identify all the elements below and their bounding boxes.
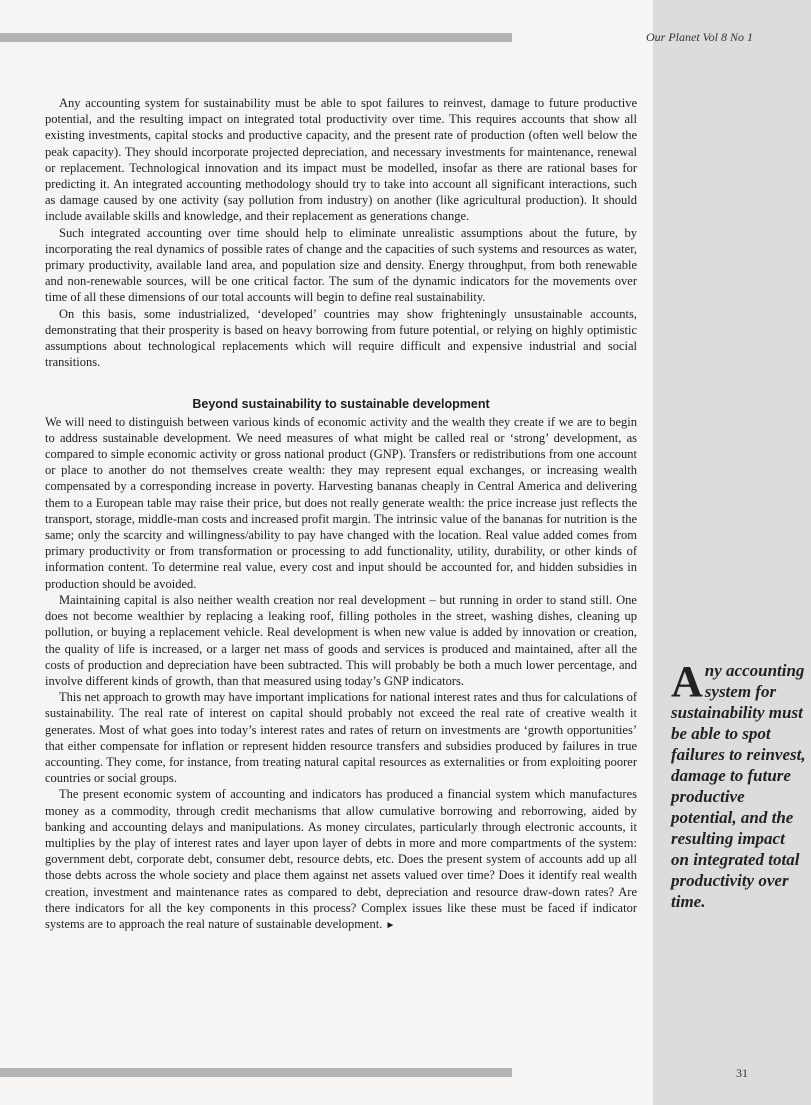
paragraph: This net approach to growth may have important implications for national interest rates and thus for calculations of sustainability. The real rate of interest on capital should probably not exceed the real rate of creative wealth it generates. Most of what goes into today’s interest rates and rates of return on investments are ‘growth opportunities’ that either compensate for inflation or represent hidden resource transfers and subsidies produced by failures in true accounting. They come, for instance, from treating natural capital resources as externalities or from exploiting poorer countries or social groups. bbox=[45, 690, 637, 786]
paragraph: Maintaining capital is also neither wealth creation nor real development – but running in order to stand still. One does not become wealthier by replacing a leaking roof, filling potholes in the street, washing dishes, cleaning up pollution, or buying a replacement vehicle. Real development is when new value is added by innovation or creation, the quality of life is increased, or a larger net mass of goods and services is produced and maintained, after all the costs of production and depreciation have been subtracted. This will probably be both a much lower percentage, and involve different kinds of growth, than that measured using today’s GNP indicators. bbox=[45, 592, 637, 688]
page-number: 31 bbox=[736, 1066, 748, 1080]
article-body bbox=[45, 95, 637, 934]
section-heading: Beyond sustainability to sustainable development bbox=[192, 397, 490, 412]
top-rule bbox=[0, 33, 512, 42]
bottom-rule bbox=[0, 1068, 512, 1077]
section-gap bbox=[45, 370, 637, 396]
paragraph-text: The present economic system of accounting and indicators has produced a financial system which manufactures money as a commodity, through credit mechanisms that allow cumulative borrowing and reborrowing, aided by banking and accounting delays and manipulations. As money circulates, particularly through electronic accounts, it multiplies by the play of interest rates and layer upon layer of debts in more and more compartments of the system: government debt, corporate debt, consumer debt, resource debts, etc. Does the present system of accounts add up all those debts across the whole society and place them against net assets valued over time? Does it identify real wealth creation, investment and maintenance rates as compared to debt, depreciation and resource draw-down rates? Are there indicators for all the key components in this process? Complex issues like these must be faced if indicator systems are to approach the real nature of sustainable development. bbox=[45, 787, 637, 931]
paragraph: On this basis, some industrialized, ‘developed’ countries may show frighteningly unsustainable accounts, demonstrating that their prosperity is based on heavy borrowing from future potential, or relying on highly optimistic assumptions about technological replacements which will require difficult and expensive industrial and social transitions. bbox=[45, 306, 637, 370]
drop-cap: A bbox=[671, 657, 703, 706]
paragraph-last bbox=[45, 786, 637, 934]
paragraph: Such integrated accounting over time should help to eliminate unrealistic assumptions about the future, by incorporating the real dynamics of possible rates of change and the capacities of such systems and resources as water, primary productivity, available land area, and population size and density. Energy throughput, from both renewable and non-renewable sources, will be one critical factor. The sum of the dynamic indicators for the movements over time of all these dimensions of our total accounts will begin to define real sustainability. bbox=[45, 225, 637, 305]
sidebar-band bbox=[653, 0, 811, 1105]
continue-arrow-icon: ► bbox=[385, 919, 396, 931]
pull-quote bbox=[671, 657, 806, 912]
pull-quote-text: ny accounting system for sustainability must be able to spot failures to reinvest, damage to future productive potential, and the resulting impact on integrated total productivity over time. bbox=[671, 661, 806, 911]
paragraph: Any accounting system for sustainability must be able to spot failures to reinvest, damage to future productive potential, and the resulting impact on integrated total productivity over time. This requires accounts that show all existing investments, capital stocks and productive capacity, and the present rate of production (often well below the peak capacity). They should incorporate projected depreciation, and necessary investments for maintenance, renewal or replacement. Technological innovation and its impact must be modelled, insofar as there are rational bases for predicting it. An integrated accounting methodology should try to take into account all significant interactions, such as damage caused by one activity (say pollution from industry) on another (like agricultural production). It should include available skills and knowledge, and their replacement as generations change. bbox=[45, 96, 637, 224]
paragraph: We will need to distinguish between various kinds of economic activity and the wealth they create if we are to begin to address sustainable development. We need measures of what might be called real or ‘strong’ development, as compared to simple economic activity or gross national product (GNP). Transfers or redistributions from one account or place to another do not themselves create wealth: they may represent equal exchanges, or increasing wealth compensated by a corresponding increase in poverty. Harvesting bananas cheaply in Central America and delivering them to a European table may raise their price, but does not really generate wealth: the price increase just reflects the transport, storage, middle-man costs and increased profit margin. The intrinsic value of the bananas for nutrition is the same; only the scarcity and willingness/ability to pay have changed with the location. Real value added comes from primary productivity or from transformation or processing to add functionality, utility, durability, or other kinds of information content. To determine real value, every cost and input should be accounted for, and hidden subsidies in production should be avoided. bbox=[45, 414, 637, 591]
running-header: Our Planet Vol 8 No 1 bbox=[646, 30, 753, 44]
